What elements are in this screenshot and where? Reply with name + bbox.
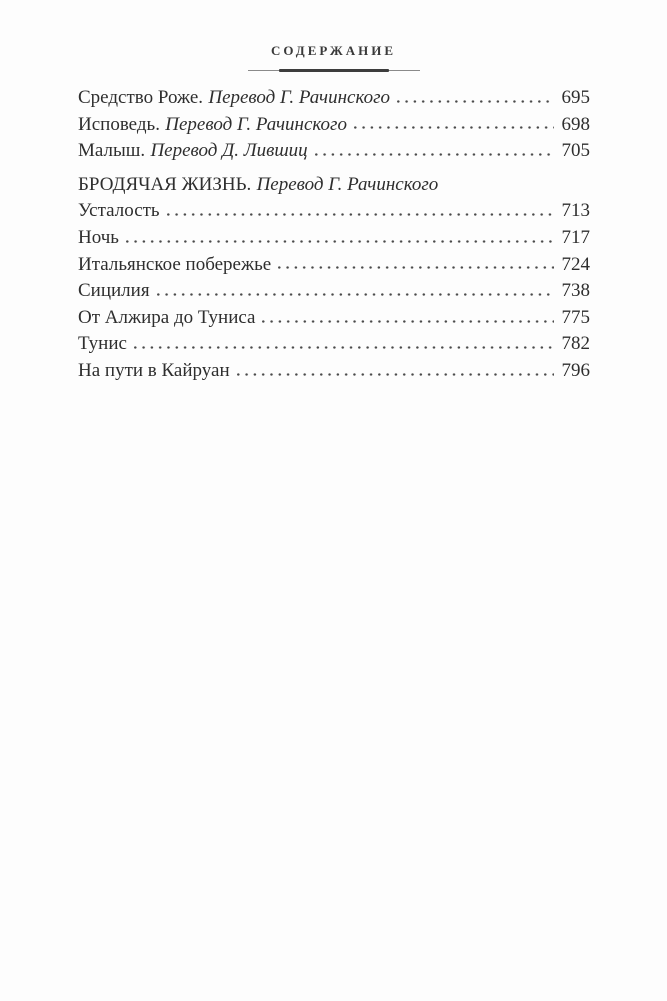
page-number: 705 <box>561 140 590 162</box>
dot-leader <box>278 260 553 270</box>
entry-title: Средство Роже. <box>78 87 204 108</box>
dot-leader <box>167 206 554 216</box>
toc-entry <box>78 278 590 305</box>
entry-title: На пути в Кайруан <box>78 359 230 381</box>
entry-title: Итальянское побережье <box>78 253 272 275</box>
dot-leader <box>157 286 554 296</box>
toc-entry <box>78 112 590 139</box>
page-number: 796 <box>561 359 590 381</box>
page-title: СОДЕРЖАНИЕ <box>270 43 397 58</box>
dot-leader <box>354 120 554 130</box>
page-number: 738 <box>561 280 590 302</box>
page-number: 775 <box>561 306 590 328</box>
page-number: 695 <box>561 87 590 108</box>
toc-entry <box>78 305 590 332</box>
page-number: 724 <box>561 253 590 275</box>
dot-leader <box>262 313 553 323</box>
toc-entry <box>78 138 590 165</box>
entry-title: Исповедь. <box>78 113 160 135</box>
dot-leader <box>315 146 554 156</box>
entry-translator: Перевод Г. Рачинского <box>165 113 347 135</box>
dot-leader <box>134 339 554 349</box>
page-number: 717 <box>561 226 590 248</box>
toc-entry <box>78 85 590 112</box>
toc-section-header <box>78 172 590 199</box>
page-number: 698 <box>561 113 590 135</box>
entry-title: Малыш. <box>78 140 146 162</box>
dot-leader <box>237 366 554 376</box>
divider-thick-line <box>279 69 389 72</box>
entry-title: Усталость <box>78 200 160 222</box>
toc-entry <box>78 198 590 225</box>
entry-translator: Перевод Д. Лившиц <box>150 140 308 162</box>
entry-title: От Алжира до Туниса <box>78 306 256 328</box>
toc-entry <box>78 252 590 279</box>
dot-leader <box>397 93 553 103</box>
page-number: 782 <box>561 333 590 355</box>
entry-translator: Перевод Г. Рачинского <box>256 173 439 195</box>
page-number: 713 <box>561 200 590 222</box>
entry-title: Ночь <box>78 226 119 248</box>
entry-title: Сицилия <box>78 280 150 302</box>
entry-translator: Перевод Г. Рачинского <box>208 87 391 108</box>
toc-entry <box>78 331 590 358</box>
header-divider <box>248 69 420 72</box>
entry-title: БРОДЯЧАЯ ЖИЗНЬ. <box>78 173 252 195</box>
toc-entry <box>78 358 590 385</box>
entry-title: Тунис <box>78 333 127 355</box>
dot-leader <box>126 233 554 243</box>
toc-list <box>0 85 667 385</box>
toc-entry <box>78 225 590 252</box>
